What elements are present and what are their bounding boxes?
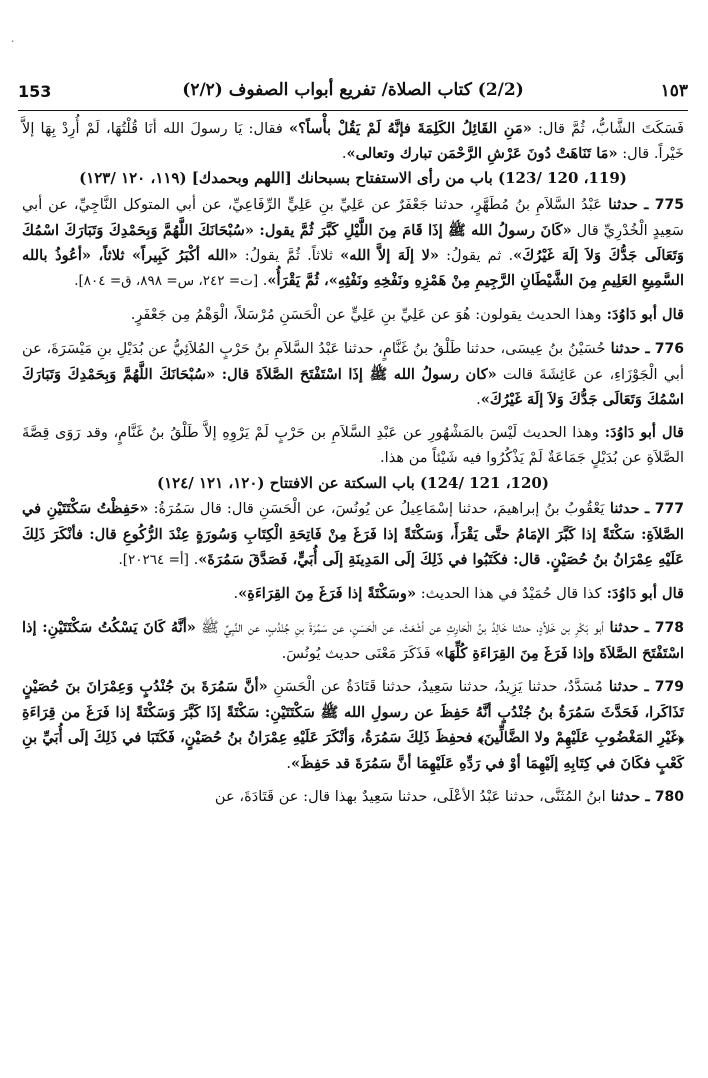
- hadith-775: [22, 192, 684, 295]
- text-run: .: [341, 145, 347, 163]
- quote: فحفِظَ ذَلِكَ سَمُرَةُ، وَأنْكَرَ عَلَيْهِ عِمْرَانُ بنُ حُصَيْنٍ، فَكَتَبَا في ذَلِكَ إلَى أُبَيِّ بنِ كَعْبٍ فكَانَ في كِتَابِهِ إلَيْهِمَا أوْ في رَدِّهِ عَلَيْهِمَا أنَّ سَمُرَةَ قد حَفِظَ»: [22, 729, 684, 772]
- quote: «مَنِ القَائِلُ الكَلِمَةَ فإنَّهُ لَمْ يَقُلْ بأْساً؟»: [289, 120, 532, 137]
- hadith-lead: ـ حدثنا: [604, 499, 655, 517]
- commentary-lead: قال أبو دَاوُدَ:: [601, 306, 684, 324]
- hadith-number: 776: [654, 340, 684, 357]
- hadith-number: 778: [654, 619, 684, 636]
- hadith-lead: ـ حدثنا: [601, 195, 655, 213]
- text-run: فَذَكَرَ مَعْنَى حديث يُونُسَ.: [281, 644, 436, 662]
- text-run: أبو بَكْرِ بن خَلاَّدٍ، حدثنا خَالِدُ بنُ الْحَارِثِ عن أشْعَثَ، عن الْحَسَنِ، عن سَمُرَةَ بنِ جُنْدُبٍ، عن النَّبِيِّ ﷺ: [195, 618, 604, 636]
- quote: «لا إلَهَ إلاَّ الله»: [340, 247, 440, 265]
- commentary-lead: قال أبو دَاوُدَ:: [598, 424, 685, 442]
- text-run: . ثم يقولُ:: [439, 247, 514, 265]
- page-number-latin: 153: [18, 81, 52, 101]
- text-run: .: [188, 551, 199, 569]
- hadith-lead: ـ حدثنا: [603, 618, 655, 636]
- text-run: كذا قال حُمَيْدٌ في هذا الحديث:: [416, 585, 602, 603]
- commentary-lead: قال أبو دَاوُدَ:: [601, 585, 684, 603]
- text-run: حُسَيْنُ بنُ عِيسَى، حدثنا طَلْقُ بنُ غَنَّامٍ، حدثنا عَبْدُ السَّلاَمِ بنُ حَرْبٍ المُلاَئِيُّ عن بُدَيْلِ بنِ مَيْسَرَةَ، عن أبي الْجَوْزَاءِ، عن عَائِشَةَ قالت: [22, 339, 685, 383]
- text-run: .: [233, 585, 239, 603]
- hadith-lead: ـ حدثنا: [602, 678, 655, 696]
- text-run: وهذا الحديث يقولون: هُوَ عن عَلِيِّ بنِ عَلِيٍّ عن الْحَسَنِ مُرْسَلاً، الْوَهْمُ مِن جَعْفَرٍ.: [130, 306, 602, 324]
- hadith-780: [22, 784, 684, 810]
- quote: «الله أكْبَرُ كَبِيراً» ثلاثاً، «أعُوذُ بالله السَّمِيعِ العَلِيمِ مِنَ الشَّيْطَانِ الرَّجِيمِ مِنْ هَمْزِهِ ونَفْخِهِ ونَفْثِهِ»، ثُمَّ يَقْرَأُ»: [22, 247, 684, 290]
- quote: «أنَّ سَمُرَةَ بنَ جُنْدُبٍ وَعِمْرَانَ بنَ حُصَيْنٍ تَذَاكَرا، فَحَدَّثَ سَمُرَةُ بنُ جُنْدُبٍ أنَّهُ حَفِظَ عن رسولِ الله ﷺ سَكْتَتَيْنِ: سَكْتَةً إذَا كَبَّرَ وَسَكْتَةً إذا فَرَغَ من قِرَاءَةِ: [22, 678, 684, 722]
- text-run: عَبْدُ السَّلاَمِ بنُ مُطَهَّرٍ، حدثنا جَعْفَرٌ عن عَلِيِّ بنِ عَلِيٍّ الرِّفَاعِيِّ، عن أبي المتوكل النَّاجِيِّ، عن أبي سَعِيدٍ الْخُدْرِيِّ قال: [22, 195, 684, 239]
- quote: «أنَّهُ كَانَ يَسْكُتُ سَكْتَتَيْنِ: إذا اسْتَفْتَحَ الصَّلاَةَ وإذا فَرَغَ مِنَ القِرَاءَةِ كُلِّهَا»: [22, 618, 684, 662]
- text-run: يَعْقُوبُ بنُ إبراهيمَ، حدثنا إسْمَاعِيلُ عن يُونُسَ، عن الْحَسَنِ قال: قال سَمُرَةُ:: [148, 499, 605, 517]
- text-run: .: [258, 272, 268, 290]
- text-run: وهذا الحديث لَيْسَ بالمَشْهُورِ عن عَبْدِ السَّلاَمِ بن حَرْبٍ لَمْ يَرْوِهِ إلاَّ طَلْقُ بنُ غَنَّامٍ، وقد رَوَى قِصَّةَ الصَّلاَةِ عن بُدَيْلٍ جَمَاعَةٌ لَمْ يَذْكُرُوا فيه شَيْئاً من هذا.: [22, 424, 684, 467]
- quote: «حَفِظْتُ سَكْتَتَيْنِ في الصَّلاَةِ: سَكْتَةً إذا كَبَّرَ الإمَامُ حتَّى يَقْرَأَ، وَسَكْتَةً إذا فَرَغَ مِنْ فَاتِحَةِ الْكِتَابِ وَسُورَةٍ عِنْدَ الرُّكُوعِ قال: فأنْكَرَ ذَلِكَ عَلَيْهِ عِمْرَانُ بنُ حُصَيْنٍ. قال: فكَتَبُوا في ذَلِكَ إلَى المَدِينَةِ إلَى أُبَيٍّ، فَصَدَّقَ سَمُرَةَ»: [22, 499, 684, 569]
- quote: «وسَكْتَةً إذا فَرَغَ مِنَ القِرَاءَةِ»: [238, 585, 417, 603]
- hadith-lead: ـ حدثنا: [605, 787, 655, 805]
- quote: «كان رسولُ الله ﷺ إذَا اسْتَفْتَحَ الصَّلاَةَ قال: «سُبْحَانَكَ اللَّهُمَّ وَبِحَمْدِكَ وَتَبَارَكَ اسْمُكَ وَتَعَالَى جَدُّكَ وَلاَ إلَهَ غَيْرُكَ»: [22, 365, 684, 409]
- page-header: [18, 72, 688, 111]
- hadith-778: [22, 615, 684, 666]
- page-number-arabic: ١٥٣: [660, 81, 688, 101]
- hadith-777: [22, 496, 684, 574]
- commentary-1: [22, 302, 684, 327]
- quran-verse: ﴿غَيْرِ المَغْضُوبِ عَلَيْهِمْ ولا الضَّالِّينَ﴾: [477, 729, 685, 747]
- hadith-776: [22, 336, 684, 413]
- chapter-heading: (120، 121 /124) باب السكتة عن الافتتاح (١٢٠، ١٢١ /١٢٤): [157, 473, 549, 492]
- commentary-3: [22, 581, 684, 606]
- paragraph-continuation: [22, 116, 684, 166]
- running-title: (2/2) كتاب الصلاة/ تفريع أبواب الصفوف (٢/٢): [182, 80, 524, 100]
- text-run: فقال: يَا رسولَ الله أنَا قُلْتُهَا، لَمْ أُرِدْ بِهَا إلاَّ خَيْراً. قال:: [22, 120, 684, 163]
- text-run: مُسَدَّدٌ، حدثنا يَزِيدُ، حدثنا سَعِيدٌ، حدثنا قَتَادَةُ عن الْحَسَنِ: [267, 678, 603, 696]
- hadith-number: 775: [654, 196, 684, 213]
- hadith-779: [22, 674, 684, 776]
- commentary-2: [22, 420, 684, 470]
- text-run: .: [476, 391, 481, 409]
- hadith-lead: ـ حدثنا: [605, 339, 655, 357]
- chapter-heading: (119، 120 /123) باب من رأى الاستفتاح بسبحانك [اللهم وبحمدك] (١١٩، ١٢٠ /١٢٣): [79, 169, 627, 188]
- stray-mark: ٠: [10, 36, 16, 47]
- citation: [ت= ٢٤٢، س= ٨٩٨، ق= ٨٠٤].: [74, 273, 259, 290]
- text-run: ثلاثاً. ثُمَّ يقولُ:: [237, 247, 341, 265]
- citation: [أ= ٢٠٢٦٤].: [118, 552, 189, 569]
- hadith-number: 777: [654, 500, 684, 517]
- quote: «كَانَ رسولُ الله ﷺ إذَا قَامَ مِنَ اللَّيْلِ كَبَّرَ ثُمَّ يقول: «سُبْحَانَكَ اللَّهُمَّ وَبِحَمْدِكَ وَتَبَارَكَ اسْمُكَ وَتَعَالَى جَدُّكَ وَلاَ إلَهَ غَيْرُكَ»: [22, 221, 684, 265]
- hadith-number: 780: [654, 788, 684, 805]
- text-run: .: [286, 754, 292, 772]
- page-body: [22, 116, 684, 810]
- text-run: فَسَكَتَ الشَّابُّ، ثُمَّ قال:: [531, 120, 684, 137]
- hadith-number: 779: [654, 679, 684, 696]
- text-run: ابنُ المُثَنَّى، حدثنا عَبْدُ الأعْلَى، حدثنا سَعِيدٌ بهذا قال: عن قَتَادَةَ، عن: [214, 787, 606, 805]
- quote: «مَا تَنَاهَتْ دُونَ عَرْشِ الرَّحْمَن تبارك وتعالى»: [346, 145, 618, 163]
